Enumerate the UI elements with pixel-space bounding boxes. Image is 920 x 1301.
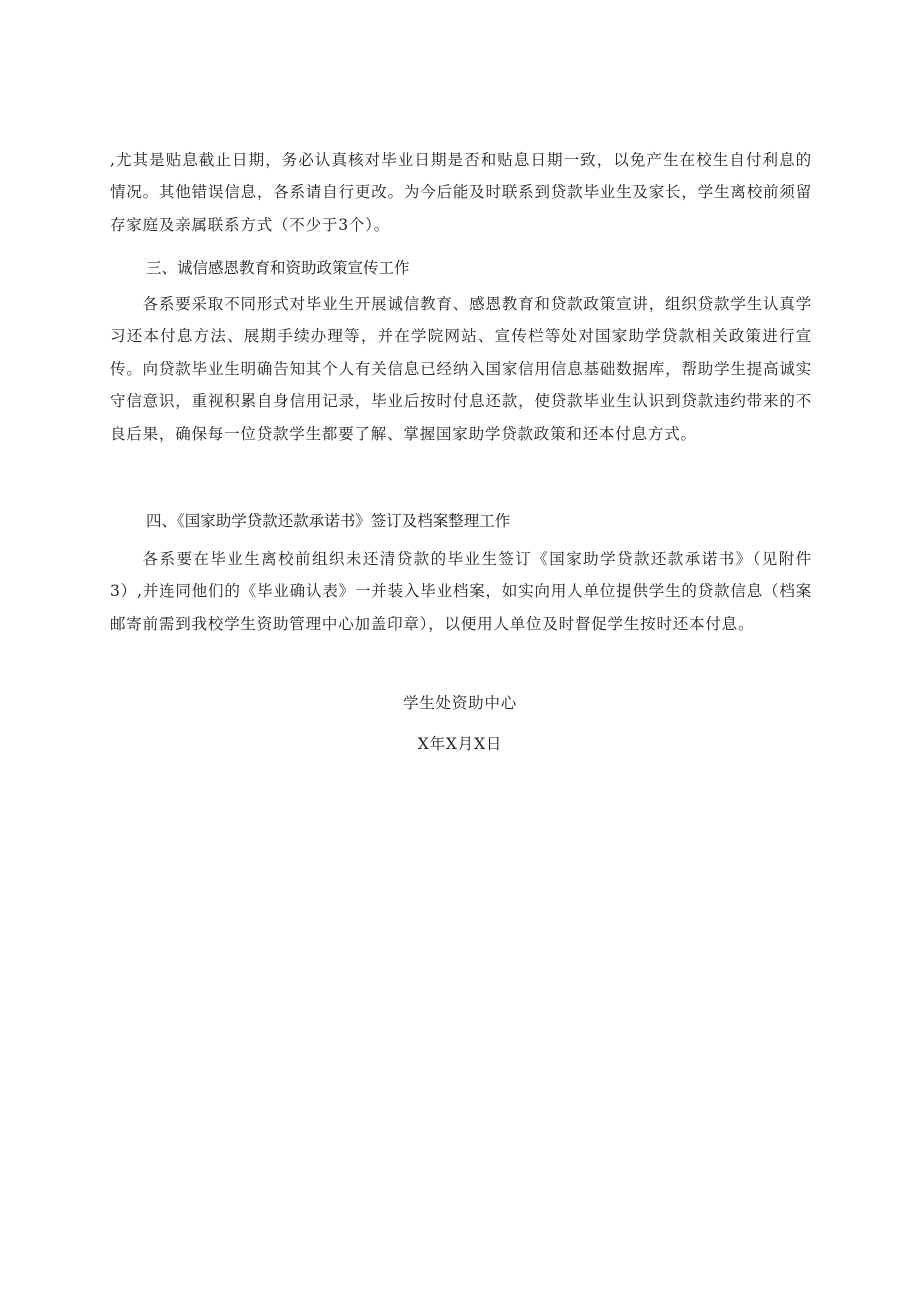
paragraph-integrity-education: 各系要采取不同形式对毕业生开展诚信教育、感恩教育和贷款政策宣讲，组织贷款学生认真学习还本付息方法、展期手续办理等，并在学院网站、宣传栏等处对国家助学贷款相关政策进行宣传。向贷款毕业生明确告知其个人有关信息已经纳入国家信用信息基础数据库，帮助学生提高诚实守信意识，重视积累自身信用记录，毕业后按时付息还款，使贷款毕业生认识到贷款违约带来的不良后果，确保每一位贷款学生都要了解、掌握国家助学贷款政策和还本付息方式。	[110, 295, 812, 443]
signature-date: X年X月X日	[417, 735, 503, 753]
section-heading-4: 四、《国家助学贷款还款承诺书》签订及档案整理工作	[146, 512, 511, 530]
paragraph-continuation: ,尤其是贴息截止日期，务必认真核对毕业日期是否和贴息日期一致，以免产生在校生自付利息的情况。其他错误信息，各系请自行更改。为今后能及时联系到贷款毕业生及家长，学生离校前须留存家庭及亲属联系方式（不少于3个）。	[110, 151, 812, 234]
paragraph-commitment-signing: 各系要在毕业生离校前组织未还清贷款的毕业生签订《国家助学贷款还款承诺书》（见附件3）,并连同他们的《毕业确认表》一并装入毕业档案，如实向用人单位提供学生的贷款信息（档案邮寄前需到我校学生资助管理中心加盖印章），以便用人单位及时督促学生按时还本付息。	[110, 550, 812, 633]
signature-organization: 学生处资助中心	[402, 694, 518, 712]
section-heading-3: 三、诚信感恩教育和资助政策宣传工作	[146, 259, 410, 277]
